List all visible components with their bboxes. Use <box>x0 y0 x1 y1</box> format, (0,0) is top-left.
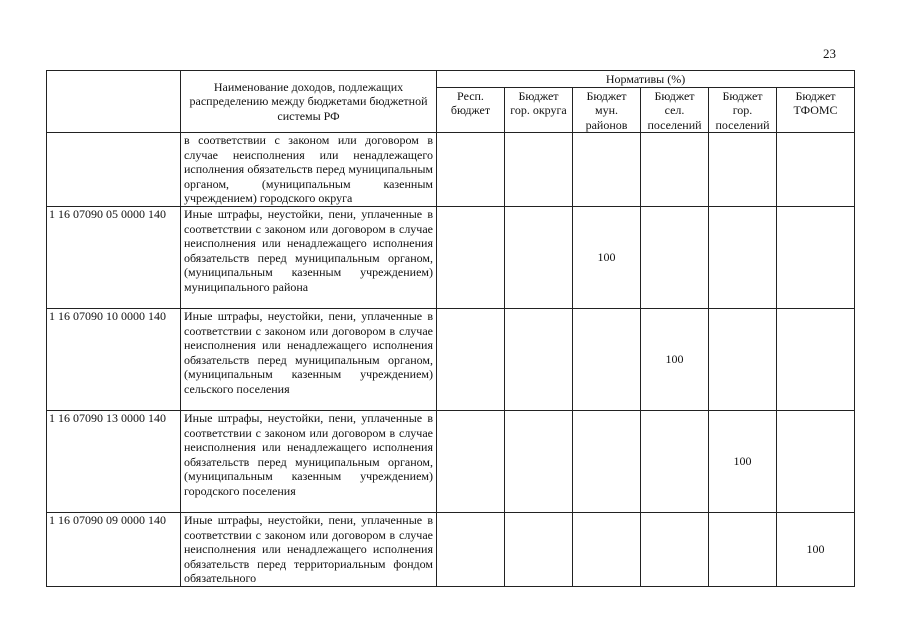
revenue-name: Иные штрафы, неустойки, пени, уплаченные в соответствии с законом или договором в случае неисполнения или ненадлежащего исполнения обязательств перед территориальным фондом обязательного <box>181 513 437 587</box>
value-resp <box>437 411 505 513</box>
revenue-code: 1 16 07090 13 0000 140 <box>47 411 181 513</box>
column-header-municipal-districts: Бюджет мун. районов <box>573 87 641 133</box>
value-tfoms <box>777 207 855 309</box>
revenue-code: 1 16 07090 10 0000 140 <box>47 309 181 411</box>
revenue-name: Иные штрафы, неустойки, пени, уплаченные в соответствии с законом или договором в случае неисполнения или ненадлежащего исполнения обязательств перед муниципальным органом, (муниципальным казенным учреждением) сельского поселения <box>181 309 437 411</box>
name-column-header: Наименование доходов, подлежащих распределению между бюджетами бюджетной системы РФ <box>181 71 437 133</box>
value-resp <box>437 207 505 309</box>
value-city-district <box>505 513 573 587</box>
revenue-code: 1 16 07090 09 0000 140 <box>47 513 181 587</box>
column-header-urban-settlements: Бюджет гор. поселений <box>709 87 777 133</box>
value-resp <box>437 133 505 207</box>
revenue-name: Иные штрафы, неустойки, пени, уплаченные в соответствии с законом или договором в случае неисполнения или ненадлежащего исполнения обязательств перед муниципальным органом, (муниципальным казенным учреждением) городского поселения <box>181 411 437 513</box>
value-tfoms <box>777 411 855 513</box>
norms-group-header: Нормативы (%) <box>437 71 855 88</box>
value-tfoms: 100 <box>777 513 855 587</box>
column-header-rural-settlements: Бюджет сел. поселений <box>641 87 709 133</box>
revenue-code <box>47 133 181 207</box>
column-header-city-district: Бюджет гор. округа <box>505 87 573 133</box>
value-city-district <box>505 411 573 513</box>
value-municipal-districts <box>573 133 641 207</box>
value-resp <box>437 513 505 587</box>
value-urban-settlements <box>709 207 777 309</box>
column-header-resp: Респ. бюджет <box>437 87 505 133</box>
table-row <box>47 411 855 513</box>
value-rural-settlements: 100 <box>641 309 709 411</box>
value-municipal-districts <box>573 309 641 411</box>
code-column-header <box>47 71 181 133</box>
value-tfoms <box>777 133 855 207</box>
value-urban-settlements <box>709 309 777 411</box>
value-rural-settlements <box>641 513 709 587</box>
revenue-distribution-table <box>46 70 855 587</box>
table-row <box>47 513 855 587</box>
table-row <box>47 133 855 207</box>
header-row-top <box>47 71 855 88</box>
value-urban-settlements <box>709 513 777 587</box>
revenue-name: в соответствии с законом или договором в случае неисполнения или ненадлежащего исполнения обязательств перед муниципальным органом, (муниципальным казенным учреждением) городского округа <box>181 133 437 207</box>
revenue-name: Иные штрафы, неустойки, пени, уплаченные в соответствии с законом или договором в случае неисполнения или ненадлежащего исполнения обязательств перед муниципальным органом, (муниципальным казенным учреждением) муниципального района <box>181 207 437 309</box>
value-city-district <box>505 207 573 309</box>
value-resp <box>437 309 505 411</box>
value-city-district <box>505 309 573 411</box>
value-urban-settlements <box>709 133 777 207</box>
value-municipal-districts <box>573 513 641 587</box>
value-rural-settlements <box>641 133 709 207</box>
value-tfoms <box>777 309 855 411</box>
value-rural-settlements <box>641 207 709 309</box>
page-number: 23 <box>823 46 836 61</box>
value-municipal-districts <box>573 411 641 513</box>
value-municipal-districts: 100 <box>573 207 641 309</box>
column-header-tfoms: Бюджет ТФОМС <box>777 87 855 133</box>
value-city-district <box>505 133 573 207</box>
value-rural-settlements <box>641 411 709 513</box>
revenue-code: 1 16 07090 05 0000 140 <box>47 207 181 309</box>
table-row <box>47 207 855 309</box>
value-urban-settlements: 100 <box>709 411 777 513</box>
table-row <box>47 309 855 411</box>
